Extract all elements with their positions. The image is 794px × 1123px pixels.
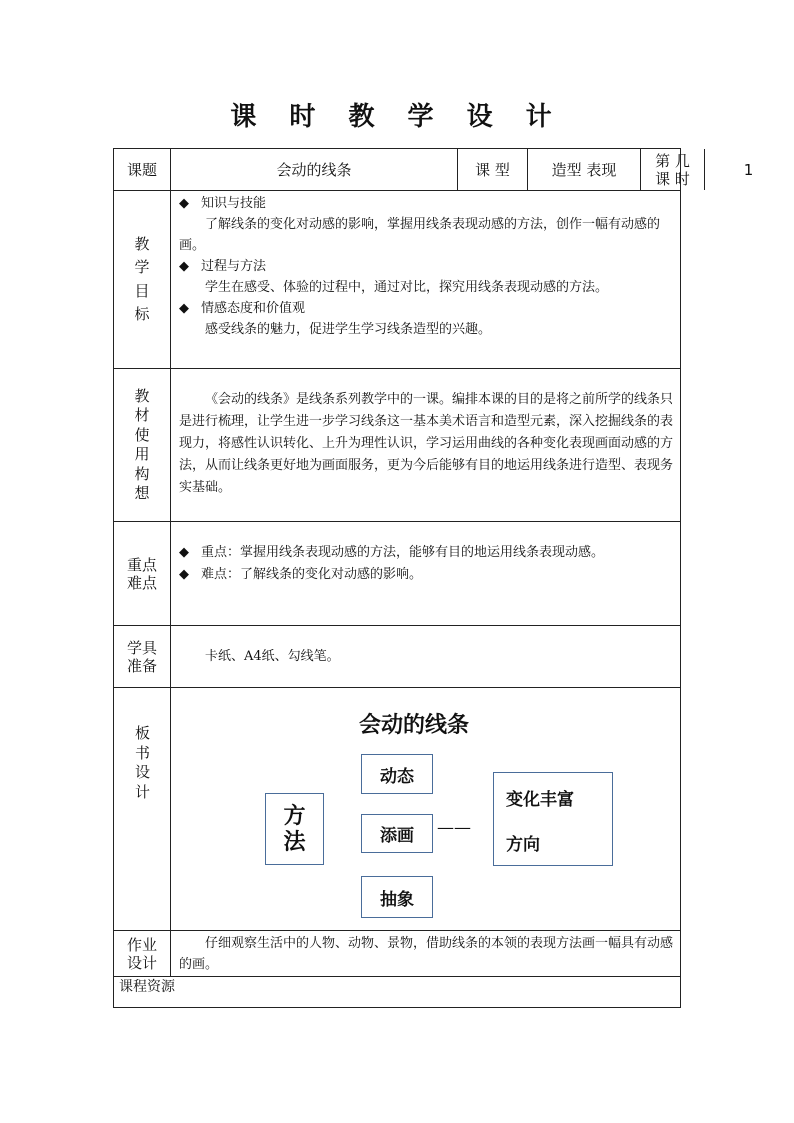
lesson-label-line2: 课 时	[655, 169, 690, 188]
objective-heading: ◆ 过程与方法	[179, 256, 676, 277]
objective-heading: ◆ 知识与技能	[179, 193, 676, 214]
materials-concept-label: 教 材 使 用 构 想	[114, 369, 171, 521]
objectives-content	[171, 191, 682, 368]
supplies-content	[171, 626, 682, 687]
objective-text: 感受线条的魅力，促进学生学习线条造型的兴趣。	[205, 322, 492, 337]
objective-text: 学生在感受、体验的过程中，通过对比，探究用线条表现动感的方法。	[205, 280, 609, 295]
key-points-content	[171, 522, 682, 625]
type-value: 造型 表现	[528, 149, 641, 190]
resources-row	[114, 977, 680, 1007]
topic-label: 课题	[114, 149, 171, 190]
key-point-item: ◆ 重点：掌握用线条表现动感的方法，能够有目的地运用线条表现动感。	[179, 542, 676, 564]
difficult-point-item: ◆ 难点：了解线条的变化对动感的影响。	[179, 564, 676, 586]
board-design-label: 板 书 设 计	[114, 688, 171, 930]
lesson-plan-table	[113, 148, 754, 1008]
topic-value: 会动的线条	[171, 149, 458, 190]
materials-concept-text: 《会动的线条》是线条系列教学中的一课。编排本课的目的是将之前所学的线条只是进行梳理，让学生进一步学习线条这一基本美术语言和造型元素，深入挖掘线条的表现力，将感性认识转化、上升为理性认识，学习运用曲线的各种变化表现画面动感的方法，从而让线条更好地为画面服务，更为今后能够有目的地运用线条进行造型、表现务实基础。	[179, 392, 674, 495]
board-item-add-drawing: 添画	[361, 814, 433, 853]
method-box: 方 法	[265, 793, 324, 865]
homework-label: 作业 设计	[114, 931, 171, 976]
materials-concept-row	[114, 369, 680, 522]
board-design-row	[114, 688, 680, 931]
board-item-dynamic: 动态	[361, 754, 433, 794]
homework-content	[171, 931, 682, 976]
header-row	[114, 149, 754, 191]
key-points-row	[114, 522, 680, 626]
key-points-label: 重点 难点	[114, 522, 171, 625]
lesson-number-value: 1	[743, 160, 754, 179]
supplies-label: 学具 准备	[114, 626, 171, 687]
supplies-text: 卡纸、A4纸、勾线笔。	[205, 649, 340, 664]
page-title: 课 时 教 学 设 计	[230, 102, 564, 132]
board-item-abstract: 抽象	[361, 876, 433, 918]
board-title: 会动的线条	[359, 713, 470, 738]
supplies-row	[114, 626, 680, 688]
result-line2: 方向	[506, 835, 540, 855]
homework-text: 仔细观察生活中的人物、动物、景物，借助线条的本领的表现方法画一幅具有动感的画。	[179, 936, 674, 972]
type-label: 课 型	[458, 149, 528, 190]
board-connector-dash: ——	[437, 818, 471, 838]
lesson-label-line1: 第 几	[655, 151, 690, 170]
objectives-label: 教 学 目 标	[114, 191, 171, 368]
resources-label: 课程资源	[119, 979, 175, 995]
result-line1: 变化丰富	[506, 790, 574, 810]
objectives-row	[114, 191, 680, 369]
board-design-content	[171, 688, 682, 930]
objective-text: 了解线条的变化对动感的影响，掌握用线条表现动感的方法，创作一幅有动感的画。	[179, 217, 661, 253]
result-box	[493, 772, 613, 866]
homework-row	[114, 931, 680, 977]
materials-concept-content	[171, 369, 682, 521]
objective-heading: ◆ 情感态度和价值观	[179, 298, 676, 319]
lesson-number-label	[641, 149, 705, 190]
